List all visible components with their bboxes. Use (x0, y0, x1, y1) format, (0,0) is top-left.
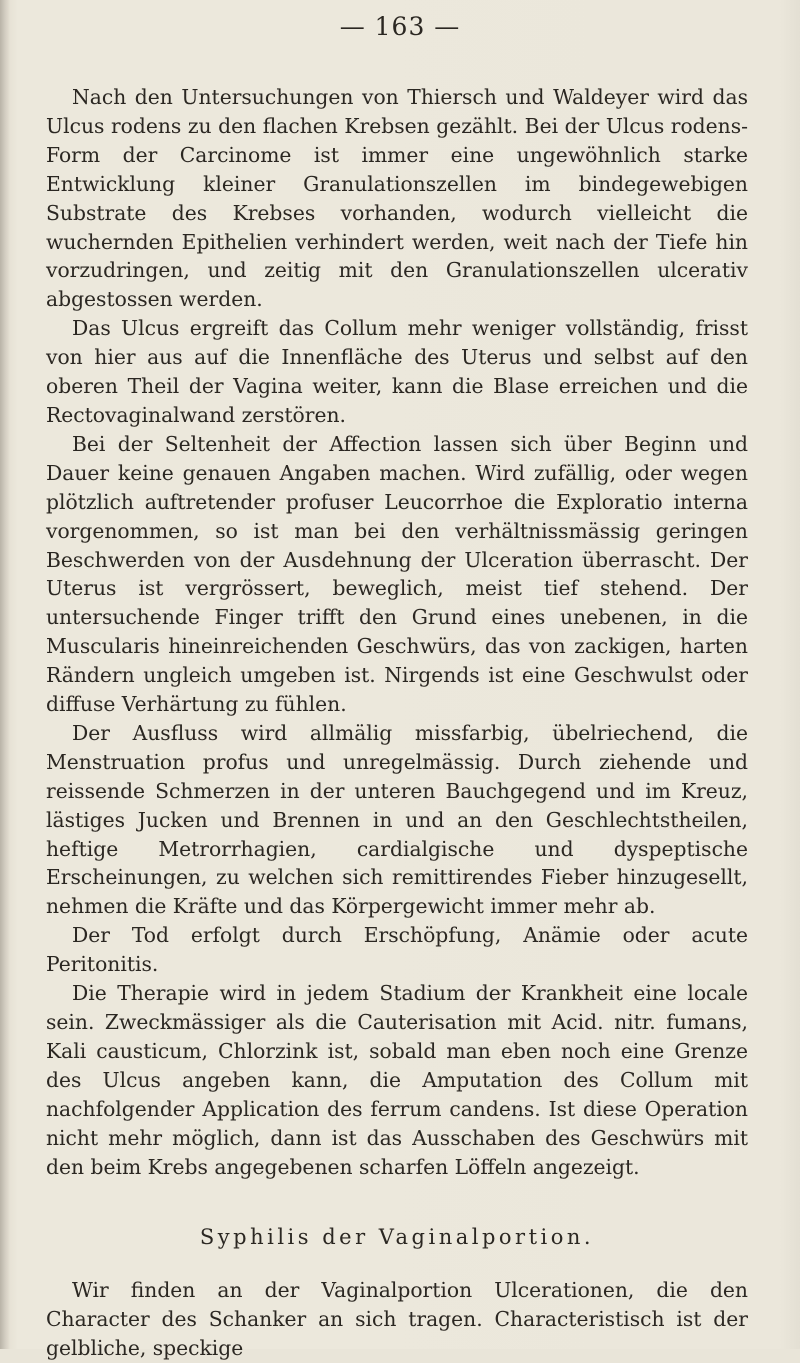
paragraph-seltenheit: Bei der Seltenheit der Affection lassen sich über Beginn und Dauer keine genauen Angaben machen. Wird zufällig, oder wegen plötzlich auftretender profuser Leucorrhoe die Exploratio interna vorgenommen, so ist man bei den verhältnissmässig geringen Beschwerden von der Ausdehnung der Ulceration überrascht. Der Uterus ist vergrössert, beweglich, meist tief stehend. Der untersuchende Finger trifft den Grund eines unebenen, in die Muscularis hineinreichenden Geschwürs, das von zackigen, harten Rändern ungleich umgeben ist. Nirgends ist eine Geschwulst oder diffuse Verhärtung zu fühlen. (46, 431, 748, 717)
paragraph-tod: Der Tod erfolgt durch Erschöpfung, Anämie oder acute Peritonitis. (46, 923, 748, 977)
paragraph-syphilis: Wir finden an der Vaginalportion Ulcerationen, die den Character des Schanker an sich tragen. Characteristisch ist der gelbliche, speckige (46, 1278, 748, 1361)
section-heading: Syphilis der Vaginalportion. (199, 1225, 595, 1250)
paragraph-collum: Das Ulcus ergreift das Collum mehr weniger vollständig, frisst von hier aus auf die Innenfläche des Uterus und selbst auf den oberen Theil der Vagina weiter, kann die Blase erreichen und die Rectovaginalwand zerstören. (46, 316, 748, 427)
page-number: — 163 — (339, 12, 461, 41)
paragraph-ulcus-rodens: Nach den Untersuchungen von Thiersch und Waldeyer wird das Ulcus rodens zu den flachen Krebsen gezählt. Bei der Ulcus rodens-Form der Carcinome ist immer eine ungewöhnlich starke Entwicklung kleiner Granulationszellen im bindegewebigen Substrate des Krebses vorhanden, wodurch vielleicht die wuchernden Epithelien verhindert werden, weit nach der Tiefe hin vorzudringen, und zeitig mit den Granulationszellen ulcerativ abgestossen werden. (46, 85, 748, 312)
paragraph-therapie: Die Therapie wird in jedem Stadium der Krankheit eine locale sein. Zweckmässiger als die Cauterisation mit Acid. nitr. fumans, Kali causticum, Chlorzink ist, sobald man eben noch eine Grenze des Ulcus angeben kann, die Amputation des Collum mit nachfolgender Application des ferrum candens. Ist diese Operation nicht mehr möglich, dann ist das Ausschaben des Geschwürs mit den beim Krebs angegebenen scharfen Löffeln angezeigt. (46, 981, 748, 1179)
body-text (46, 83, 748, 1363)
binding-edge (0, 0, 10, 1349)
paragraph-ausfluss: Der Ausfluss wird allmälig missfarbig, übelriechend, die Menstruation profus und unregelmässig. Durch ziehende und reissende Schmerzen in der unteren Bauchgegend und im Kreuz, lästiges Jucken und Brennen in und an den Geschlechtstheilen, heftige Metrorrhagien, cardialgische und dyspeptische Erscheinungen, zu welchen sich remittirendes Fieber hinzugesellt, nehmen die Kräfte und das Körpergewicht immer mehr ab. (46, 720, 748, 919)
